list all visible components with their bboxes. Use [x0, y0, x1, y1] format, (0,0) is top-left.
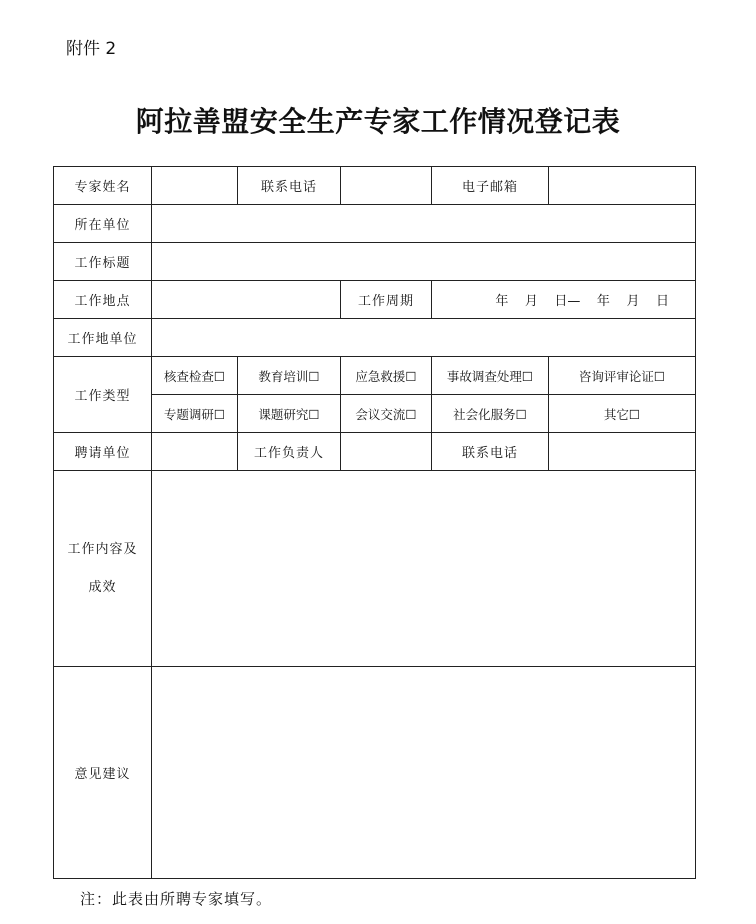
lead-phone-label: 联系电话	[432, 433, 549, 471]
work-location-field[interactable]	[152, 281, 341, 319]
document-title: 阿拉善盟安全生产专家工作情况登记表	[135, 105, 621, 138]
work-location-label: 工作地点	[54, 281, 152, 319]
row-hiring-unit	[54, 433, 696, 471]
work-type-option-meeting-exchange[interactable]: 会议交流☐	[341, 395, 432, 433]
work-period-label: 工作周期	[341, 281, 432, 319]
work-site-unit-label: 工作地单位	[54, 319, 152, 357]
lead-phone-field[interactable]	[549, 433, 696, 471]
row-work-unit	[54, 205, 696, 243]
suggestion-field[interactable]	[152, 667, 696, 879]
work-type-option-training[interactable]: 教育培训☐	[238, 357, 341, 395]
work-content-label	[54, 471, 152, 667]
work-type-option-social-service[interactable]: 社会化服务☐	[432, 395, 549, 433]
work-unit-label: 所在单位	[54, 205, 152, 243]
footer-note: 注：此表由所聘专家填写。	[80, 890, 273, 908]
expert-name-label: 专家姓名	[54, 167, 152, 205]
work-period-field[interactable]: 年 月 日— 年 月 日	[432, 281, 696, 319]
work-unit-field[interactable]	[152, 205, 696, 243]
row-location-period	[54, 281, 696, 319]
work-type-option-special-research[interactable]: 专题调研☐	[152, 395, 238, 433]
work-content-label-line2: 成效	[88, 579, 117, 595]
row-work-title	[54, 243, 696, 281]
work-type-option-accident-investigation[interactable]: 事故调查处理☐	[432, 357, 549, 395]
registration-form-table	[53, 166, 696, 879]
work-type-label: 工作类型	[54, 357, 152, 433]
email-field[interactable]	[549, 167, 696, 205]
attachment-label: 附件 2	[66, 39, 117, 59]
contact-phone-field[interactable]	[341, 167, 432, 205]
row-work-type-1	[54, 357, 696, 395]
row-expert-info	[54, 167, 696, 205]
work-type-option-consulting-review[interactable]: 咨询评审论证☐	[549, 357, 696, 395]
work-title-label: 工作标题	[54, 243, 152, 281]
contact-phone-label: 联系电话	[238, 167, 341, 205]
row-work-site-unit	[54, 319, 696, 357]
work-content-field[interactable]	[152, 471, 696, 667]
work-content-label-line1: 工作内容及	[67, 541, 138, 557]
hiring-unit-label: 聘请单位	[54, 433, 152, 471]
email-label: 电子邮箱	[432, 167, 549, 205]
suggestion-label: 意见建议	[54, 667, 152, 879]
work-type-option-project-study[interactable]: 课题研究☐	[238, 395, 341, 433]
work-type-option-emergency-rescue[interactable]: 应急救援☐	[341, 357, 432, 395]
work-type-option-other[interactable]: 其它☐	[549, 395, 696, 433]
work-lead-field[interactable]	[341, 433, 432, 471]
work-title-field[interactable]	[152, 243, 696, 281]
row-suggestions	[54, 667, 696, 879]
row-work-content	[54, 471, 696, 667]
expert-name-field[interactable]	[152, 167, 238, 205]
work-site-unit-field[interactable]	[152, 319, 696, 357]
work-type-option-inspection[interactable]: 核查检查☐	[152, 357, 238, 395]
hiring-unit-field[interactable]	[152, 433, 238, 471]
work-lead-label: 工作负责人	[238, 433, 341, 471]
